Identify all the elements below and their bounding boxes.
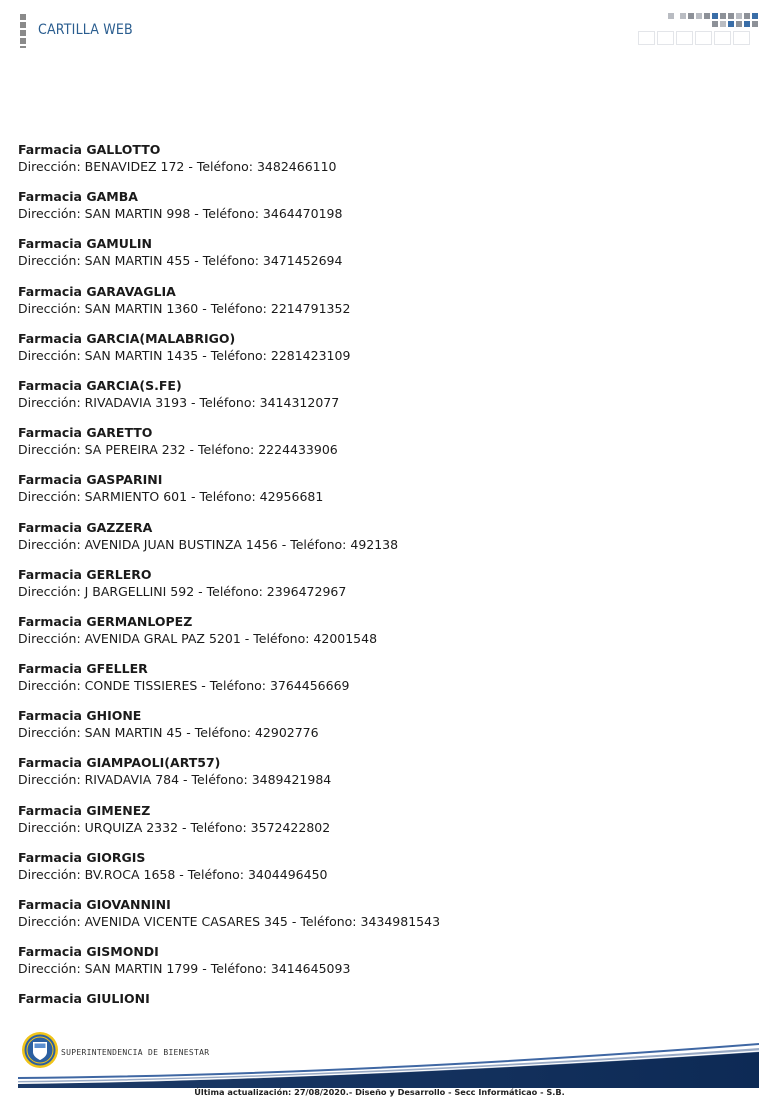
pattern-square — [696, 13, 702, 19]
pattern-square — [668, 13, 674, 19]
pattern-square — [728, 13, 734, 19]
pattern-square — [736, 21, 742, 27]
pharmacy-name: Farmacia GERLERO — [18, 566, 152, 582]
pharmacy-name: Farmacia GFELLER — [18, 661, 148, 677]
header-bar-icon — [20, 14, 26, 48]
pharmacy-address: Dirección: SAN MARTIN 998 - Teléfono: 3464470198 — [18, 206, 343, 222]
pattern-outline — [676, 31, 693, 45]
pharmacy-entry — [18, 849, 738, 896]
pattern-square — [744, 21, 750, 27]
pharmacy-address: Dirección: AVENIDA VICENTE CASARES 345 - Teléfono: 3434981543 — [18, 914, 441, 929]
pharmacy-address: Dirección: SAN MARTIN 455 - Teléfono: 3471452694 — [18, 253, 343, 269]
pharmacy-name: Farmacia GAZZERA — [18, 519, 153, 535]
pattern-square — [712, 21, 718, 27]
pharmacy-address: Dirección: SARMIENTO 601 - Teléfono: 42956681 — [18, 489, 324, 505]
pattern-outline — [638, 31, 655, 45]
pattern-square — [744, 13, 750, 19]
pharmacy-name: Farmacia GARCIA(MALABRIGO) — [18, 330, 236, 346]
pharmacy-name: Farmacia GALLOTTO — [18, 142, 161, 157]
pharmacy-address: Dirección: SAN MARTIN 1799 - Teléfono: 3414645093 — [18, 961, 351, 977]
pharmacy-name: Farmacia GIOVANNINI — [18, 897, 171, 912]
footer-wave-banner — [18, 1034, 759, 1088]
pharmacy-address: Dirección: AVENIDA JUAN BUSTINZA 1456 - Teléfono: 492138 — [18, 536, 399, 552]
pharmacy-address: Dirección: SAN MARTIN 45 - Teléfono: 42902776 — [18, 725, 319, 741]
pharmacy-address: Dirección: SAN MARTIN 1360 - Teléfono: 2214791352 — [18, 300, 351, 316]
pharmacy-entry — [18, 896, 738, 943]
pattern-square — [704, 13, 710, 19]
pattern-outline — [733, 31, 750, 45]
pharmacy-name: Farmacia GAMBA — [18, 189, 138, 205]
header-title: CARTILLA WEB — [38, 22, 133, 38]
pharmacy-entry — [18, 377, 738, 424]
pharmacy-entry — [18, 660, 738, 707]
pharmacy-name: Farmacia GERMANLOPEZ — [18, 613, 193, 629]
pharmacy-name: Farmacia GIORGIS — [18, 849, 146, 865]
pattern-square — [728, 21, 734, 27]
pharmacy-entry — [18, 707, 738, 754]
pattern-square — [736, 13, 742, 19]
pharmacy-entry — [18, 519, 738, 566]
pattern-square — [712, 13, 718, 19]
pharmacy-entry — [18, 283, 738, 330]
page-header — [0, 0, 759, 60]
pharmacy-name: Farmacia GARAVAGLIA — [18, 283, 176, 299]
pharmacy-entry — [18, 613, 738, 660]
pharmacy-entry — [18, 566, 738, 613]
pattern-square — [688, 13, 694, 19]
pharmacy-name: Farmacia GIAMPAOLI(ART57) — [18, 755, 221, 771]
pattern-outline — [714, 31, 731, 45]
pharmacy-address: Dirección: BV.ROCA 1658 - Teléfono: 3404496450 — [18, 866, 328, 882]
pharmacy-address: Dirección: AVENIDA GRAL PAZ 5201 - Teléfono: 42001548 — [18, 630, 378, 646]
pharmacy-entry — [18, 802, 738, 849]
pharmacy-name: Farmacia GIMENEZ — [18, 802, 151, 818]
pharmacy-entry — [18, 235, 738, 282]
pharmacy-address: Dirección: RIVADAVIA 784 - Teléfono: 3489421984 — [18, 772, 332, 788]
pattern-square — [720, 21, 726, 27]
pattern-outline — [657, 31, 674, 45]
pharmacy-address: Dirección: BENAVIDEZ 172 - Teléfono: 3482466110 — [18, 159, 337, 174]
header-pattern-icon — [636, 10, 759, 48]
pharmacy-address: Dirección: URQUIZA 2332 - Teléfono: 3572422802 — [18, 819, 331, 835]
pharmacy-entry — [18, 424, 738, 471]
shield-emblem-icon — [21, 1031, 59, 1069]
pharmacy-name: Farmacia GAMULIN — [18, 236, 152, 252]
organization-name: SUPERINTENDENCIA DE BIENESTAR — [61, 1048, 210, 1057]
pharmacy-entry — [18, 754, 738, 801]
pharmacy-entry — [18, 330, 738, 377]
pharmacy-list — [18, 141, 738, 1038]
page-footer — [0, 1024, 759, 1101]
pharmacy-entry — [18, 943, 738, 990]
pharmacy-name: Farmacia GISMONDI — [18, 944, 159, 960]
pharmacy-address: Dirección: J BARGELLINI 592 - Teléfono: 2396472967 — [18, 583, 347, 599]
pharmacy-name: Farmacia GHIONE — [18, 708, 142, 724]
pharmacy-name: Farmacia GASPARINI — [18, 472, 163, 488]
pharmacy-entry — [18, 188, 738, 235]
pharmacy-entry — [18, 141, 738, 188]
pattern-square — [752, 21, 758, 27]
pharmacy-address: Dirección: SAN MARTIN 1435 - Teléfono: 2281423109 — [18, 347, 351, 363]
pharmacy-address: Dirección: CONDE TISSIERES - Teléfono: 3764456669 — [18, 678, 350, 694]
pharmacy-name: Farmacia GARCIA(S.FE) — [18, 377, 182, 393]
pattern-square — [752, 13, 758, 19]
pharmacy-name: Farmacia GIULIONI — [18, 991, 150, 1007]
pharmacy-entry — [18, 471, 738, 518]
pattern-outline — [695, 31, 712, 45]
pharmacy-address: Dirección: SA PEREIRA 232 - Teléfono: 2224433906 — [18, 442, 338, 458]
last-update-text: Última actualización: 27/08/2020.- Diseño y Desarrollo - Secc Informáticao - S.B. — [194, 1087, 565, 1097]
pharmacy-address: Dirección: RIVADAVIA 3193 - Teléfono: 3414312077 — [18, 394, 340, 410]
pharmacy-name: Farmacia GARETTO — [18, 425, 153, 441]
pattern-square — [680, 13, 686, 19]
pattern-square — [720, 13, 726, 19]
